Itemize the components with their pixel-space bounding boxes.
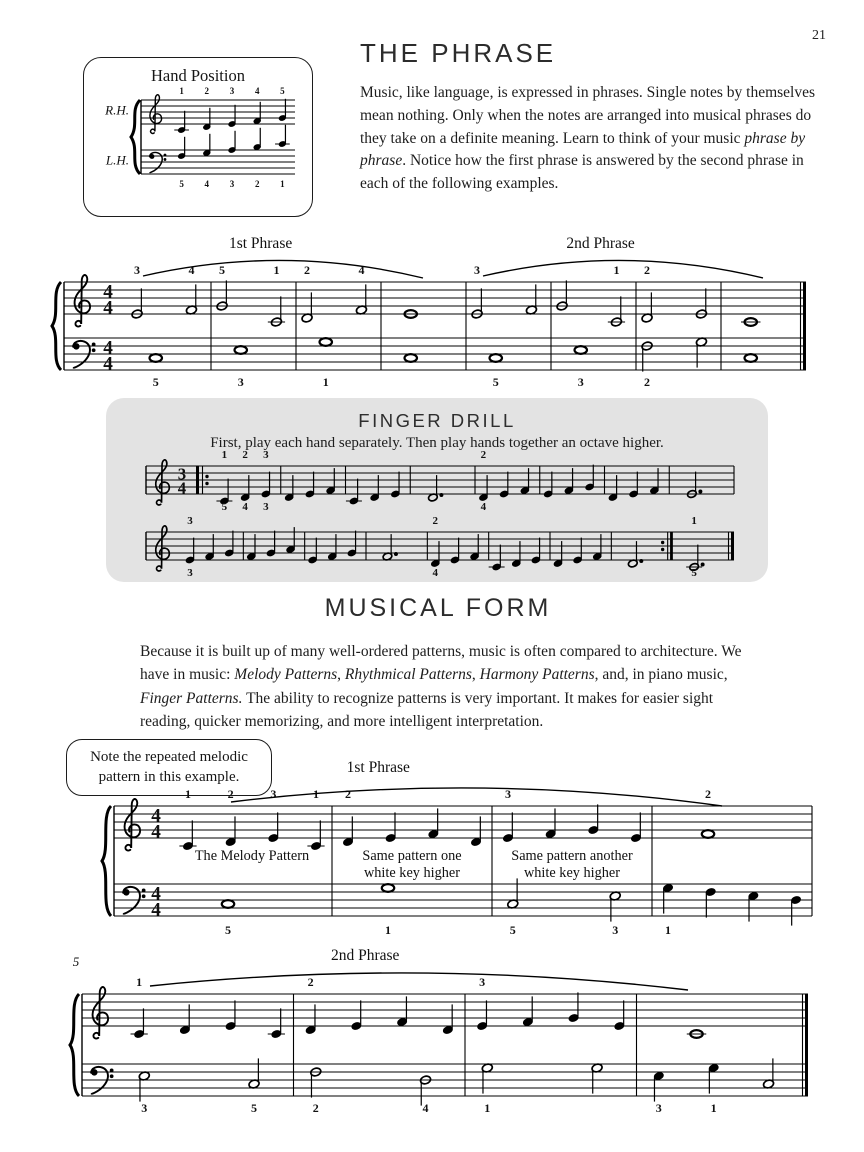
fingering: 2 (227, 787, 234, 801)
time-signature: 4 (151, 883, 161, 905)
treble-clef-icon (150, 95, 162, 134)
fingering: 2 (480, 449, 487, 461)
fingering: 3 (141, 1101, 148, 1115)
fingering: 2 (705, 787, 711, 801)
paragraph-segment-italic: phrase by phrase (360, 129, 806, 170)
fingering: 5 (492, 375, 499, 389)
fingering: 3 (505, 787, 511, 801)
final-barline (805, 994, 808, 1096)
page-number: 21 (812, 28, 826, 43)
fingering: 4 (480, 501, 487, 513)
fingering: 1 (313, 787, 319, 801)
paragraph-segment: , (471, 666, 480, 684)
measure-text: Same pattern one (362, 848, 462, 864)
time-signature: 3 (177, 464, 187, 484)
measure-text: Same pattern another (511, 848, 633, 864)
repeat-barline (196, 466, 199, 494)
fingering: 3 (270, 787, 277, 801)
measure-number: 5 (72, 954, 80, 969)
the-phrase-paragraph (360, 82, 818, 196)
paragraph-segment: Because it is built up of many well-ordered patterns, music is often compared to architecture. We have in music: (140, 643, 742, 684)
musical-form-score-system-2 (50, 946, 820, 1130)
repeat-barline (670, 532, 673, 560)
fingering: 1 (221, 449, 228, 461)
fingering: 1 (273, 263, 280, 277)
treble-clef-icon (156, 460, 170, 505)
fingering: 3 (612, 923, 619, 937)
brace (52, 282, 61, 370)
final-barline (803, 282, 806, 370)
measure-text: The Melody Pattern (194, 848, 310, 864)
fingering: 4 (358, 263, 365, 277)
paragraph-segment-italic: Melody Patterns (234, 666, 338, 684)
fingering: 2 (644, 263, 651, 277)
hand-position-title: Hand Position (151, 66, 245, 85)
notehead (575, 346, 587, 354)
section-title-the-phrase: THE PHRASE (360, 38, 557, 68)
fingering: 3 (229, 86, 235, 96)
fingering: 1 (665, 923, 671, 937)
notehead (490, 354, 502, 362)
fingering: 2 (204, 86, 210, 96)
augmentation-dot (698, 490, 702, 494)
fingering: 4 (242, 501, 248, 513)
time-signature: 4 (103, 297, 113, 319)
fingering: 5 (219, 263, 226, 277)
fingering: 4 (432, 567, 439, 579)
treble-clef-icon (75, 275, 90, 327)
repeat-dot (205, 475, 208, 478)
notehead (382, 884, 394, 892)
fingering: 1 (691, 515, 697, 527)
phrase-example-score (50, 236, 818, 396)
augmentation-dot (701, 563, 705, 567)
fingering: 1 (322, 375, 329, 389)
phrase-label: 2nd Phrase (566, 236, 635, 252)
fingering: 3 (655, 1101, 662, 1115)
note-callout-text: Note the repeated melodic pattern in this example. (90, 749, 248, 786)
section-title-musical-form: MUSICAL FORM (324, 594, 552, 622)
treble-clef-icon (93, 987, 108, 1039)
fingering: 5 (691, 567, 697, 579)
fingering: 3 (577, 375, 584, 389)
fingering: 1 (136, 975, 143, 989)
fingering: 5 (152, 375, 159, 389)
notehead (235, 346, 247, 354)
fingering: 1 (613, 263, 620, 277)
fingering: 5 (179, 179, 184, 189)
hand-position-box (83, 57, 313, 217)
fingering: 4 (254, 86, 260, 96)
treble-clef-icon (125, 799, 140, 851)
fingering: 2 (242, 449, 248, 461)
brace (131, 100, 140, 174)
fingering: 2 (644, 375, 651, 389)
time-signature: 4 (103, 353, 113, 375)
time-signature: 4 (151, 899, 161, 921)
fingering: 3 (474, 263, 481, 277)
finger-drill-staff-1 (140, 448, 740, 514)
fingering: 1 (385, 923, 391, 937)
finger-drill-staff-2 (140, 512, 740, 582)
paragraph-segment-italic: Rhythmical Patterns (344, 666, 472, 684)
repeat-dot (205, 482, 208, 485)
finger-drill-instructions: First, play each hand separately. Then play hands together an octave higher. (210, 435, 664, 451)
phrase-label: 1st Phrase (228, 236, 293, 252)
fingering: 3 (263, 449, 269, 461)
phrase-label: 1st Phrase (346, 759, 410, 776)
fingering: 3 (134, 263, 141, 277)
phrase-slur (483, 260, 763, 278)
staff-label: R.H. (105, 102, 129, 118)
fingering: 5 (225, 923, 231, 937)
phrase-slur (231, 788, 722, 806)
fingering: 3 (229, 179, 235, 189)
phrase-slur (143, 260, 423, 278)
fingering: 2 (432, 515, 439, 527)
staff-label: L.H. (105, 152, 129, 168)
time-signature: 4 (103, 281, 113, 303)
fingering: 2 (307, 975, 314, 989)
paragraph-segment: The ability to recognize patterns is very important. It makes for easier sight reading, quicker memorizing, and more intelligent interpretation. (140, 689, 714, 730)
paragraph-segment-italic: Harmony Patterns (479, 666, 595, 684)
fingering: 5 (280, 86, 285, 96)
fingering: 1 (280, 179, 285, 189)
paragraph-segment: , and, in piano music, (594, 666, 728, 684)
fingering: 3 (479, 975, 486, 989)
phrase-label: 2nd Phrase (330, 947, 400, 964)
notehead (702, 830, 714, 838)
time-signature: 4 (177, 478, 187, 498)
fingering: 1 (185, 787, 191, 801)
musical-form-paragraph (140, 640, 766, 733)
measure-text: white key higher (363, 865, 461, 881)
finger-drill-title: FINGER DRILL (358, 410, 516, 431)
fingering: 1 (710, 1101, 717, 1115)
fingering: 4 (422, 1101, 429, 1115)
time-signature: 4 (151, 805, 161, 827)
repeat-dot (661, 548, 664, 551)
fingering: 3 (187, 567, 193, 579)
fingering: 5 (509, 923, 516, 937)
fingering: 3 (237, 375, 244, 389)
finger-drill-box (106, 398, 768, 582)
musical-form-score-system-1 (64, 756, 820, 944)
paragraph-segment: Music, like language, is expressed in phrases. Single notes by themselves mean nothing. Only when the notes are arranged into musical phrases do they take on a definite meaning. Learn to think of your music (360, 84, 816, 147)
notehead (405, 354, 417, 362)
time-signature: 4 (151, 821, 161, 843)
phrase-slur (150, 973, 688, 990)
augmentation-dot (394, 552, 398, 556)
fingering: 2 (312, 1101, 319, 1115)
the-phrase-section (360, 38, 818, 196)
hand-position-staves (89, 86, 307, 210)
treble-clef-icon (156, 526, 170, 571)
augmentation-dot (439, 493, 443, 497)
repeat-dot (661, 541, 664, 544)
notehead (222, 900, 234, 908)
paragraph-segment: , (337, 666, 345, 684)
fingering: 5 (251, 1101, 258, 1115)
fingering: 2 (345, 787, 351, 801)
paragraph-segment-italic: Finger Patterns. (140, 689, 243, 707)
augmentation-dot (639, 559, 643, 563)
measure-text: white key higher (523, 865, 621, 881)
notehead (745, 354, 757, 362)
fingering: 2 (304, 263, 311, 277)
fingering: 5 (221, 501, 228, 513)
brace (70, 994, 79, 1096)
fingering: 1 (484, 1101, 491, 1115)
paragraph-segment: . Notice how the first phrase is answered by the second phrase in each of the following examples. (360, 152, 804, 193)
fingering: 4 (204, 179, 210, 189)
fingering: 2 (254, 179, 260, 189)
final-barline (731, 532, 734, 560)
fingering: 3 (263, 501, 269, 513)
notehead (320, 338, 332, 346)
time-signature: 4 (103, 337, 113, 359)
notehead (150, 354, 162, 362)
brace (102, 806, 111, 916)
fingering: 3 (187, 515, 193, 527)
fingering: 4 (188, 263, 195, 277)
fingering: 1 (179, 86, 184, 96)
